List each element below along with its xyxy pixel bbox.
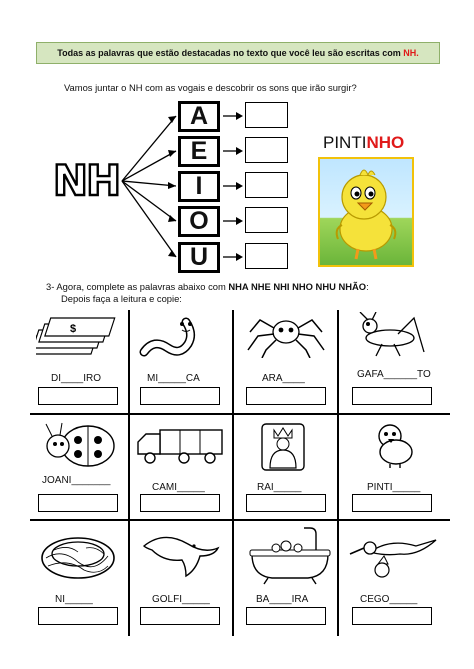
pintinho-picture bbox=[318, 157, 414, 267]
word-pinti: PINTI_____ bbox=[367, 482, 421, 493]
answer-box-nhi[interactable] bbox=[245, 172, 288, 198]
bathtub-icon bbox=[246, 524, 334, 586]
word-cego: CEGO_____ bbox=[360, 594, 418, 605]
write-box[interactable] bbox=[38, 387, 118, 405]
grasshopper-icon bbox=[346, 312, 442, 360]
vowel-box-i: I bbox=[178, 171, 220, 202]
truck-icon bbox=[134, 426, 226, 466]
write-box[interactable] bbox=[352, 387, 432, 405]
chick-icon bbox=[368, 418, 422, 470]
word-mica: MI_____CA bbox=[147, 373, 200, 384]
grid-divider bbox=[337, 310, 339, 636]
write-box[interactable] bbox=[38, 607, 118, 625]
money-icon bbox=[36, 314, 116, 358]
answer-box-nha[interactable] bbox=[245, 102, 288, 128]
word-golfi: GOLFI_____ bbox=[152, 594, 210, 605]
grid-divider bbox=[30, 519, 450, 521]
queen-icon bbox=[256, 418, 310, 472]
grid-divider bbox=[232, 310, 234, 636]
answer-box-nho[interactable] bbox=[245, 207, 288, 233]
write-box[interactable] bbox=[352, 494, 432, 512]
banner-highlight: NH. bbox=[403, 48, 419, 58]
grid-divider bbox=[128, 310, 130, 636]
banner-text: Todas as palavras que estão destacadas no texto que você leu são escritas com bbox=[57, 48, 404, 58]
word-diiro: DI____IRO bbox=[51, 373, 102, 384]
vowel-box-e: E bbox=[178, 136, 220, 167]
vowel-box-o: O bbox=[178, 206, 220, 237]
write-box[interactable] bbox=[246, 387, 326, 405]
ladybug-icon bbox=[36, 418, 122, 470]
svg-text:$: $ bbox=[70, 323, 77, 335]
answer-box-nhe[interactable] bbox=[245, 137, 288, 163]
dolphin-icon bbox=[138, 526, 228, 584]
word-rai: RAI_____ bbox=[257, 482, 302, 493]
word-ni: NI_____ bbox=[55, 594, 93, 605]
vowel-box-a: A bbox=[178, 101, 220, 132]
write-box[interactable] bbox=[140, 494, 220, 512]
word-joani: JOANI_______ bbox=[42, 475, 111, 486]
worm-icon bbox=[136, 314, 222, 358]
question-3: 3- Agora, complete as palavras abaixo com NHA NHE NHI NHO NHU NHÃO: Depois faça a leitura e copie: bbox=[46, 281, 369, 304]
word-gafato: GAFA______TO bbox=[357, 369, 431, 380]
spider-icon bbox=[240, 314, 332, 358]
write-box[interactable] bbox=[352, 607, 432, 625]
word-baira: BA____IRA bbox=[256, 594, 309, 605]
answer-box-nhu[interactable] bbox=[245, 243, 288, 269]
vowel-box-u: U bbox=[178, 242, 220, 273]
write-box[interactable] bbox=[140, 607, 220, 625]
write-box[interactable] bbox=[38, 494, 118, 512]
stork-icon bbox=[344, 524, 440, 584]
word-cami: CAMI_____ bbox=[152, 482, 205, 493]
write-box[interactable] bbox=[246, 494, 326, 512]
nest-icon bbox=[36, 528, 120, 586]
grid-divider bbox=[30, 413, 450, 415]
word-ara: ARA____ bbox=[262, 373, 305, 384]
nh-label: NH bbox=[52, 156, 120, 205]
intro-text: Vamos juntar o NH com as vogais e descobrir os sons que irão surgir? bbox=[64, 82, 357, 93]
pintinho-title: PINTINHO bbox=[323, 133, 405, 152]
chick-icon bbox=[320, 159, 412, 265]
write-box[interactable] bbox=[246, 607, 326, 625]
write-box[interactable] bbox=[140, 387, 220, 405]
